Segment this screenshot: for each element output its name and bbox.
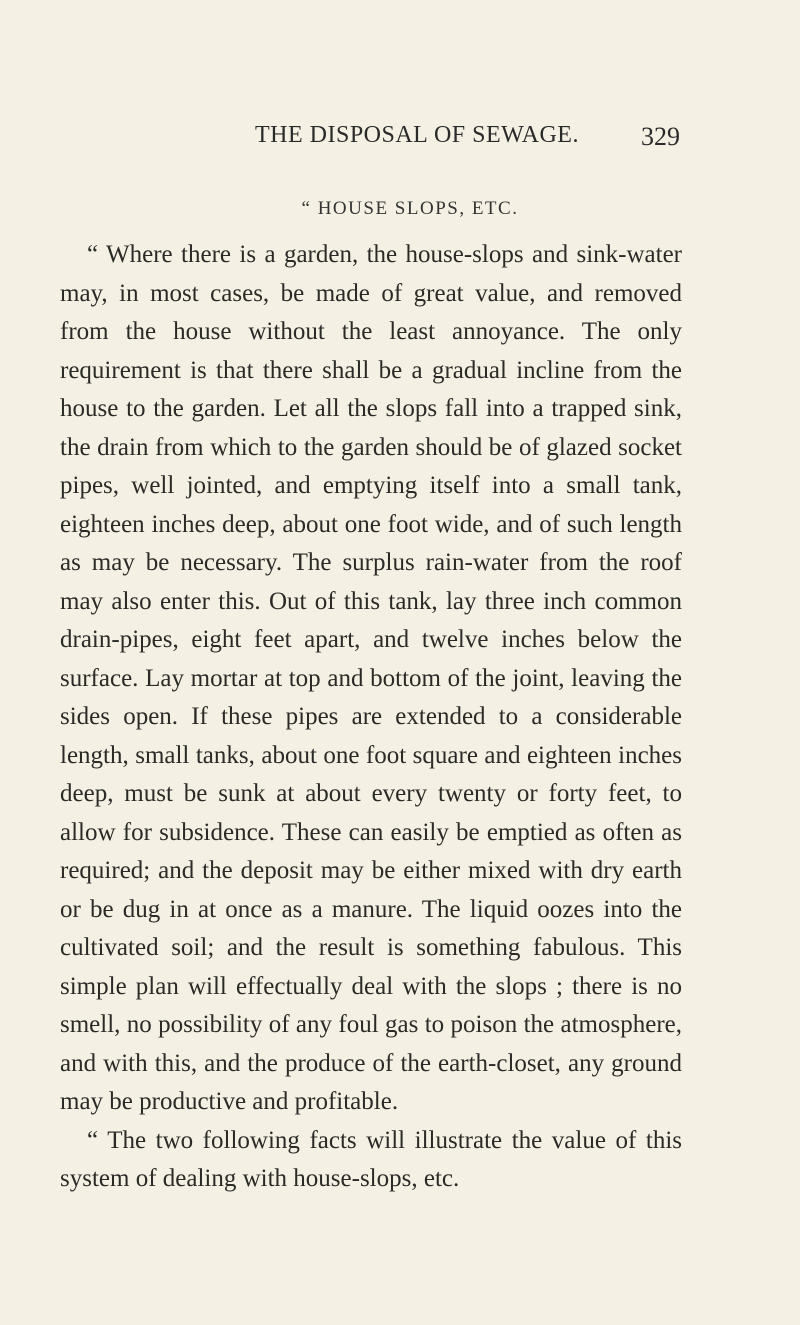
page-number: 329 (641, 122, 680, 151)
paragraph-following-facts: “ The two following facts will illustrate the value of this system of dealing with house-slops, etc. (60, 1126, 682, 1192)
body-text (60, 236, 682, 1199)
section-heading: “ HOUSE SLOPS, ETC. (301, 198, 519, 219)
running-head (60, 122, 680, 162)
running-title: THE DISPOSAL OF SEWAGE. (255, 122, 579, 148)
paragraph-garden-slops: “ Where there is a garden, the house-slops and sink-water may, in most cases, be made of great value, and removed from the house without the least annoyance. The only requirement is that there shall be a gradual incline from the house to the garden. Let all the slops fall into a trapped sink, the drain from which to the garden should be of glazed socket pipes, well jointed, and emptying itself into a small tank, eighteen inches deep, about one foot wide, and of such length as may be necessary. The surplus rain-water from the roof may also enter this. Out of this tank, lay three inch common drain-pipes, eight feet apart, and twelve inches below the surface. Lay mortar at top and bottom of the joint, leaving the sides open. If these pipes are extended to a considerable length, small tanks, about one foot square and eighteen inches deep, must be sunk at about every twenty or forty feet, to allow for subsidence. These can easily be emptied as often as required; and the deposit may be either mixed with dry earth or be dug in at once as a manure. The liquid oozes into the cultivated soil; and the result is something fabulous. This simple plan will effectually deal with the slops ; there is no smell, no possibility of any foul gas to poison the atmosphere, and with this, and the produce of the earth-closet, any ground may be productive and profitable. (60, 241, 682, 1115)
